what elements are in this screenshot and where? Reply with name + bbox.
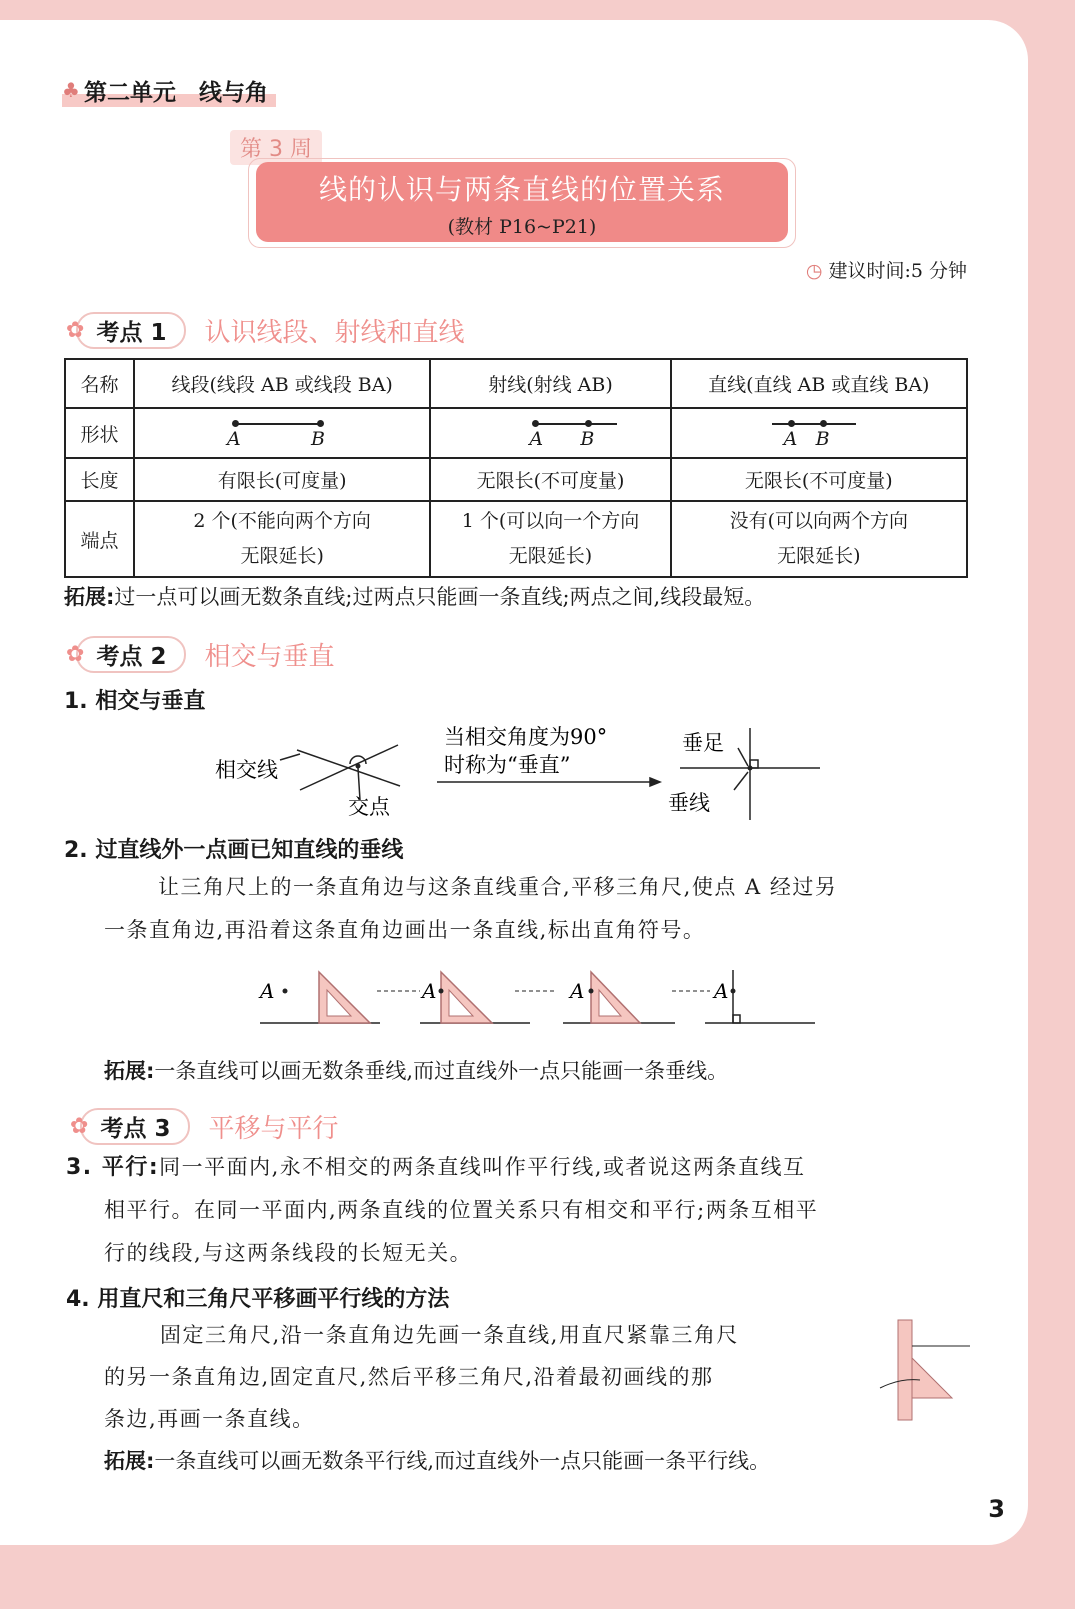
segment-shape: A B bbox=[139, 411, 425, 455]
page-number: 3 bbox=[988, 1495, 1005, 1523]
svg-text:当相交角度为90°: 当相交角度为90° bbox=[444, 725, 608, 749]
week-tag: 第 3 周 bbox=[230, 130, 322, 165]
svg-text:时称为“垂直”: 时称为“垂直” bbox=[444, 753, 571, 777]
section-3-heading: ✿ 考点 3 平移与平行 bbox=[70, 1108, 338, 1145]
subheading-4: 4. 用直尺和三角尺平移画平行线的方法 bbox=[66, 1287, 450, 1312]
svg-text:A: A bbox=[714, 979, 729, 1003]
perpendicular-diagram bbox=[200, 720, 840, 830]
svg-text:相交线: 相交线 bbox=[215, 758, 278, 782]
svg-text:垂足: 垂足 bbox=[682, 731, 724, 755]
extension-3: 拓展:一条直线可以画无数条平行线,而过直线外一点只能画一条平行线。 bbox=[104, 1449, 771, 1473]
section-2-heading: ✿ 考点 2 相交与垂直 bbox=[66, 636, 334, 673]
ray-shape: A B bbox=[435, 411, 665, 455]
subheading-2: 2. 过直线外一点画已知直线的垂线 bbox=[64, 838, 404, 863]
section-1-heading: ✿ 考点 1 认识线段、射线和直线 bbox=[66, 312, 464, 349]
lesson-title: 线的认识与两条直线的位置关系 bbox=[318, 173, 725, 206]
extension-2: 拓展:一条直线可以画无数条垂线,而过直线外一点只能画一条垂线。 bbox=[104, 1059, 729, 1083]
flower-icon: ✿ bbox=[70, 1114, 89, 1139]
set-square-steps-diagram bbox=[255, 960, 825, 1050]
pin-icon: ♣ bbox=[62, 78, 80, 102]
ruler-set-square-illustration bbox=[878, 1318, 973, 1422]
svg-text:A: A bbox=[422, 979, 437, 1003]
svg-text:A: A bbox=[570, 979, 585, 1003]
svg-text:交点: 交点 bbox=[348, 795, 390, 819]
line-shape: A B bbox=[676, 411, 962, 455]
svg-text:A: A bbox=[260, 979, 275, 1003]
subheading-1: 1. 相交与垂直 bbox=[64, 689, 206, 714]
clock-icon: ◷ bbox=[805, 260, 823, 282]
line-types-table: 名称 线段(线段 AB 或线段 BA) 射线(射线 AB) 直线(直线 AB 或直线 BA) 形状 A B A B A B 长度 有限长(可度量) 无限长(不可度量) 无限长(不可度量) 端点 2 个(不能向两个方向 无限延长) 1 个(可以向一个方向 无限延长) 没有(可以向两个方向 无限延长) bbox=[64, 358, 968, 578]
suggested-time: ◷ 建议时间:5 分钟 bbox=[805, 260, 967, 282]
textbook-pages: (教材 P16~P21) bbox=[447, 216, 597, 238]
extension-1: 拓展:过一点可以画无数条直线;过两点只能画一条直线;两点之间,线段最短。 bbox=[64, 585, 766, 609]
flower-icon: ✿ bbox=[66, 318, 85, 343]
svg-text:垂线: 垂线 bbox=[668, 791, 710, 815]
flower-icon: ✿ bbox=[66, 642, 85, 667]
title-banner bbox=[256, 162, 788, 242]
unit-heading: ♣ 第二单元 线与角 bbox=[62, 74, 276, 107]
